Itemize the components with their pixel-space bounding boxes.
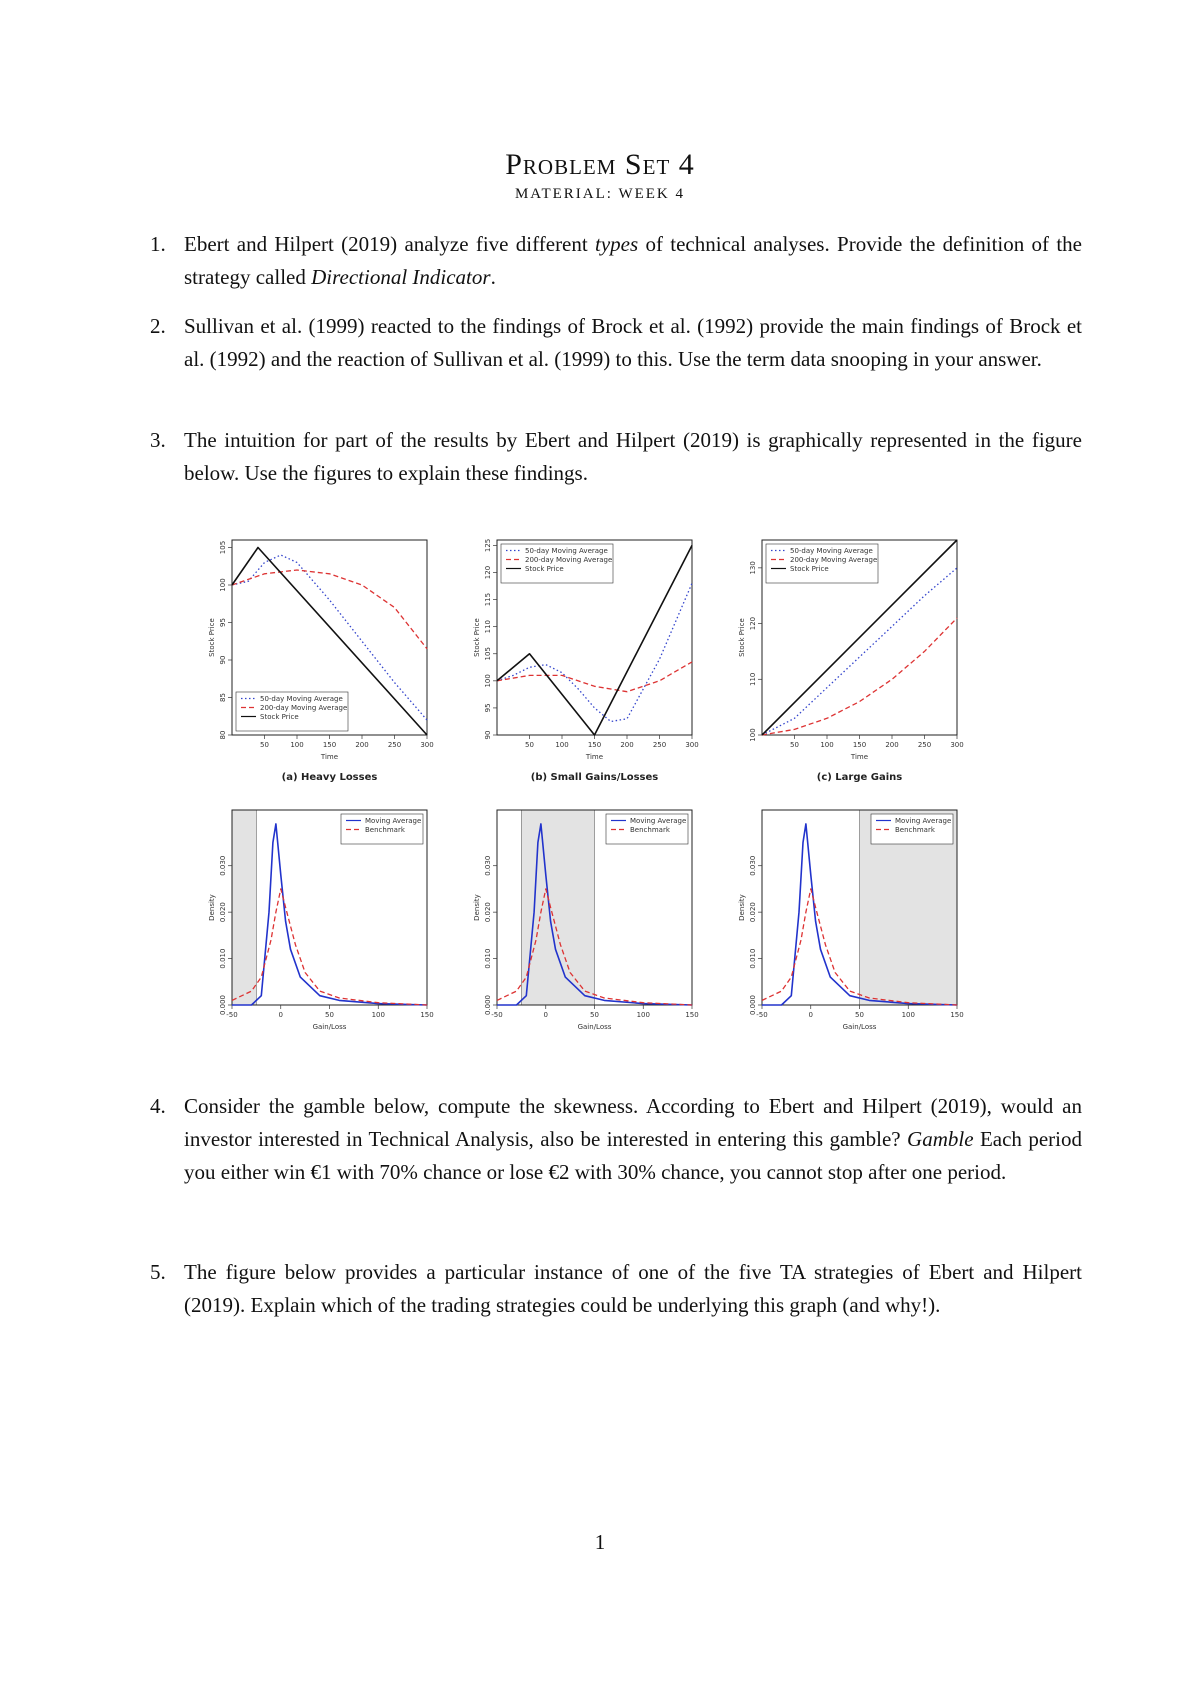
legend-entry: Benchmark — [895, 826, 935, 834]
legend-entry: 50-day Moving Average — [525, 547, 608, 555]
y-tick-label: 0.030 — [219, 855, 227, 876]
x-axis-label: Time — [320, 753, 339, 761]
question-number: 5. — [150, 1260, 166, 1284]
series-line-50-day-moving-average — [762, 568, 957, 735]
y-tick-label: 110 — [749, 672, 757, 686]
x-tick-label: 0 — [543, 1011, 548, 1019]
x-tick-label: 100 — [820, 741, 834, 749]
question-text: The intuition for part of the results by Ebert and Hilpert (2019) is graphically represented in the figure below. Use the figures to explain these findings. — [184, 428, 1082, 485]
question-number: 1. — [150, 232, 166, 256]
x-tick-label: 150 — [587, 741, 602, 749]
x-tick-label: 200 — [885, 741, 899, 749]
series-line-200-day-moving-average — [232, 570, 427, 649]
question-text: The figure below provides a particular instance of one of the five TA strategies of Ebert and Hilpert (2019). Explain which of the trading strategies could be underlying this graph (and why!). — [184, 1260, 1082, 1317]
y-axis-label: Stock Price — [473, 618, 481, 657]
shaded-region — [521, 810, 594, 1005]
y-tick-label: 100 — [749, 728, 757, 742]
x-tick-label: 0 — [808, 1011, 813, 1019]
x-tick-label: 150 — [685, 1011, 699, 1019]
y-tick-label: 90 — [484, 730, 492, 740]
y-tick-label: 100 — [484, 674, 492, 688]
question-text — [184, 1090, 1082, 1189]
y-tick-label: 100 — [219, 578, 227, 592]
series-line-200-day-moving-average — [762, 618, 957, 735]
x-tick-label: 300 — [685, 741, 699, 749]
x-tick-label: 50 — [790, 741, 799, 749]
y-tick-label: 105 — [219, 540, 227, 555]
legend-entry: 200-day Moving Average — [260, 704, 348, 712]
question-5 — [152, 1256, 1082, 1322]
y-axis-label: Density — [738, 894, 746, 921]
question-4 — [152, 1090, 1082, 1189]
question-number: 4. — [150, 1094, 166, 1118]
question-text-part: of technical analyses. Provide the definition of the strategy called — [184, 232, 1082, 289]
y-axis-label: Density — [473, 894, 481, 921]
y-tick-label: 0.030 — [484, 855, 492, 876]
series-line-moving-average — [232, 824, 427, 1005]
legend-entry: Moving Average — [630, 817, 687, 825]
y-tick-label: 85 — [219, 693, 227, 702]
y-tick-label: 0.000 — [484, 994, 492, 1016]
x-tick-label: 300 — [950, 741, 964, 749]
x-tick-label: 100 — [371, 1011, 385, 1019]
emphasis-gamble: Gamble — [907, 1127, 974, 1151]
legend-entry: Benchmark — [630, 826, 670, 834]
page-title: Problem Set 4 — [505, 148, 695, 181]
y-tick-label: 0.010 — [219, 948, 227, 969]
y-tick-label: 80 — [219, 730, 227, 740]
y-axis-label: Stock Price — [208, 618, 216, 657]
x-axis-label: Gain/Loss — [312, 1023, 347, 1031]
panel-caption: (a) Heavy Losses — [281, 772, 378, 783]
y-tick-label: 0.020 — [484, 902, 492, 923]
y-axis-label: Stock Price — [738, 618, 746, 657]
legend-entry: Stock Price — [790, 565, 829, 573]
legend-entry: Moving Average — [365, 817, 422, 825]
x-tick-label: 50 — [855, 1011, 864, 1019]
question-text-part: Ebert and Hilpert (2019) analyze five different — [184, 232, 596, 256]
y-tick-label: 115 — [484, 592, 492, 607]
y-tick-label: 95 — [484, 703, 492, 713]
y-tick-label: 120 — [484, 565, 492, 580]
x-tick-label: 300 — [420, 741, 434, 749]
series-line-50-day-moving-average — [497, 583, 692, 721]
y-tick-label: 0.030 — [749, 855, 757, 876]
x-tick-label: 100 — [636, 1011, 650, 1019]
legend-entry: Stock Price — [525, 565, 564, 573]
x-tick-label: 0 — [278, 1011, 283, 1019]
x-axis-label: Time — [850, 753, 869, 761]
panel-caption: (b) Small Gains/Losses — [530, 772, 659, 783]
y-tick-label: 0.000 — [219, 994, 227, 1016]
legend-entry: 50-day Moving Average — [260, 695, 343, 703]
y-tick-label: 95 — [219, 618, 227, 627]
y-tick-label: 130 — [749, 561, 757, 575]
y-tick-label: 125 — [484, 538, 492, 553]
y-tick-label: 105 — [484, 647, 492, 661]
emphasis-directional-indicator: Directional Indicator — [311, 265, 491, 289]
figure-panels — [208, 530, 1012, 1070]
question-text — [184, 228, 1082, 294]
legend-entry: Moving Average — [895, 817, 952, 825]
y-tick-label: 0.000 — [749, 994, 757, 1016]
y-tick-label: 0.010 — [749, 948, 757, 969]
x-tick-label: 200 — [355, 741, 369, 749]
panel-caption: (c) Large Gains — [816, 772, 903, 783]
y-tick-label: 120 — [749, 616, 757, 631]
x-tick-label: 100 — [555, 741, 569, 749]
question-3 — [152, 424, 1082, 490]
question-number: 3. — [150, 428, 166, 452]
y-tick-label: 0.010 — [484, 948, 492, 969]
legend-entry: 200-day Moving Average — [790, 556, 878, 564]
question-2 — [152, 310, 1082, 376]
legend-entry: 200-day Moving Average — [525, 556, 613, 564]
x-tick-label: 100 — [901, 1011, 915, 1019]
x-tick-label: -50 — [756, 1011, 768, 1019]
x-tick-label: 50 — [590, 1011, 599, 1019]
x-axis-label: Gain/Loss — [577, 1023, 612, 1031]
y-axis-label: Density — [208, 894, 216, 921]
x-tick-label: 150 — [852, 741, 867, 749]
y-tick-label: 110 — [484, 619, 492, 634]
question-text-part: . — [490, 265, 496, 289]
question-text-part: Each period you either win €1 with 70% chance or lose €2 with 30% chance, you cannot stop after one period. — [184, 1127, 1082, 1184]
x-tick-label: 250 — [387, 741, 402, 749]
legend-entry: Stock Price — [260, 713, 299, 721]
x-tick-label: 150 — [950, 1011, 964, 1019]
question-text-part: Consider the gamble below, compute the skewness. According to Ebert and Hilpert (2019), would an investor interested in Technical Analysis, also be interested in entering this gamble? — [184, 1094, 1082, 1151]
legend-entry: 50-day Moving Average — [790, 547, 873, 555]
x-axis-label: Time — [585, 753, 604, 761]
x-tick-label: 100 — [290, 741, 304, 749]
page-number: 1 — [594, 1530, 606, 1554]
y-tick-label: 90 — [219, 655, 227, 665]
question-number: 2. — [150, 314, 166, 338]
x-tick-label: 250 — [652, 741, 667, 749]
series-line-200-day-moving-average — [497, 662, 692, 692]
x-tick-label: 50 — [525, 741, 534, 749]
x-tick-label: 150 — [420, 1011, 434, 1019]
x-tick-label: -50 — [491, 1011, 503, 1019]
question-text: Sullivan et al. (1999) reacted to the findings of Brock et al. (1992) provide the main findings of Brock et al. (1992) and the reaction of Sullivan et al. (1999) to this. Use the term data snooping in your answer. — [184, 314, 1082, 371]
x-tick-label: -50 — [226, 1011, 238, 1019]
y-tick-label: 0.020 — [219, 902, 227, 923]
x-tick-label: 150 — [322, 741, 337, 749]
legend-entry: Benchmark — [365, 826, 405, 834]
y-tick-label: 0.020 — [749, 902, 757, 923]
emphasis-types: types — [595, 232, 639, 256]
x-tick-label: 50 — [260, 741, 269, 749]
x-tick-label: 200 — [620, 741, 634, 749]
page-subtitle: MATERIAL: WEEK 4 — [514, 186, 686, 202]
x-axis-label: Gain/Loss — [842, 1023, 877, 1031]
x-tick-label: 50 — [325, 1011, 334, 1019]
shaded-region — [232, 810, 256, 1005]
question-1 — [152, 228, 1082, 294]
x-tick-label: 250 — [917, 741, 932, 749]
